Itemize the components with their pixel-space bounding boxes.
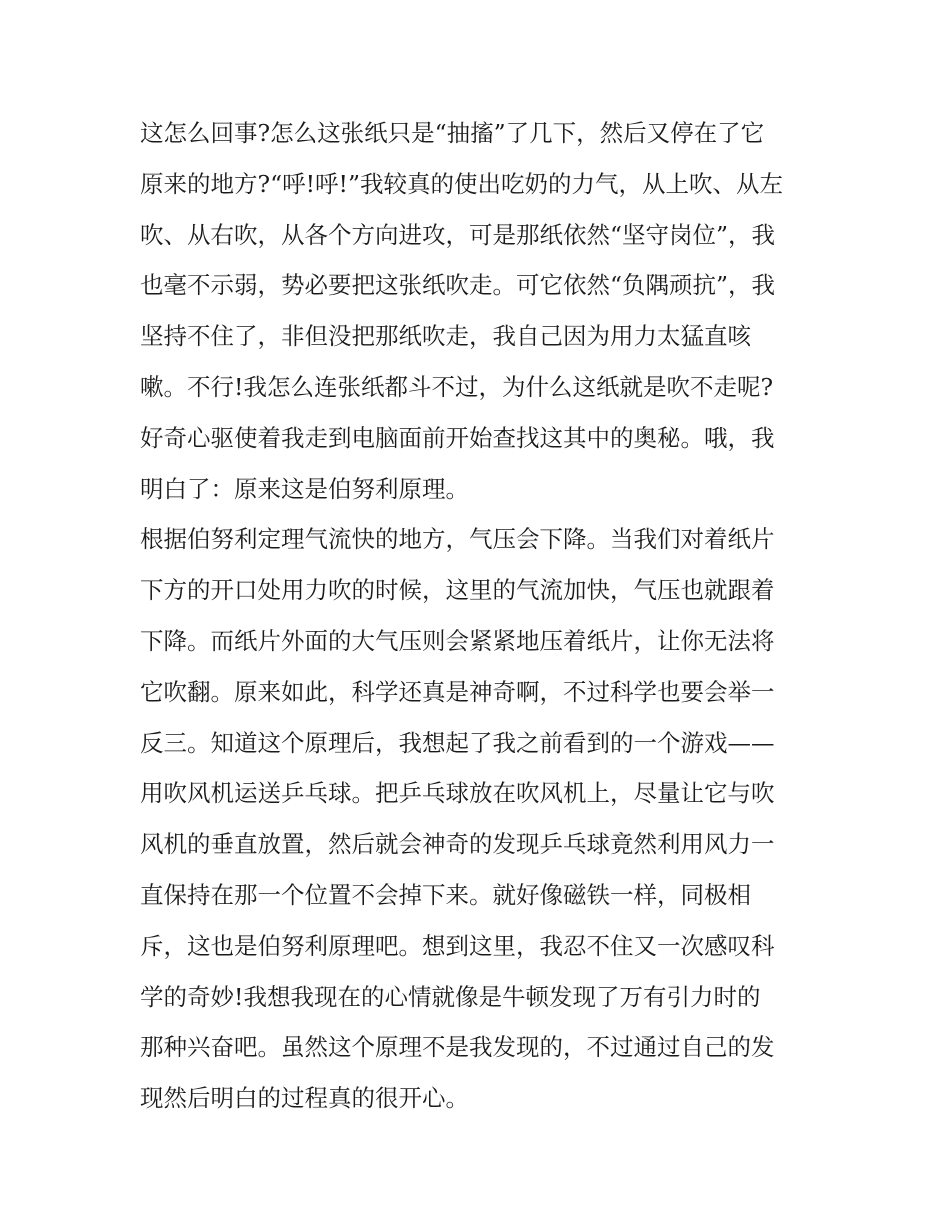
text-line: 原来的地方?“呼!呼!”我较真的使出吃奶的力气，从上吹、从左 xyxy=(140,169,784,198)
text-line: 风机的垂直放置，然后就会神奇的发现乒乓球竟然利用风力一 xyxy=(140,830,775,859)
text-line: 斥，这也是伯努利原理吧。想到这里，我忍不住又一次感叹科 xyxy=(140,931,775,960)
text-line: 嗽。不行!我怎么连张纸都斗不过，为什么这纸就是吹不走呢? xyxy=(140,372,774,401)
text-line: 学的奇妙!我想我现在的心情就像是牛顿发现了万有引力时的 xyxy=(140,982,761,1011)
text-line: 那种兴奋吧。虽然这个原理不是我发现的，不过通过自己的发 xyxy=(140,1033,775,1062)
text-line: 这怎么回事?怎么这张纸只是“抽搐”了几下，然后又停在了它 xyxy=(140,119,765,147)
text-line: 吹、从右吹，从各个方向进攻，可是那纸依然“坚守岗位”，我 xyxy=(140,220,776,249)
text-line: 下方的开口处用力吹的时候，这里的气流加快，气压也就跟着 xyxy=(140,576,775,605)
text-line: 下降。而纸片外面的大气压则会紧紧地压着纸片，让你无法将 xyxy=(140,626,775,655)
paragraph-1 xyxy=(140,108,815,514)
text-line: 现然后明白的过程真的很开心。 xyxy=(140,1084,469,1113)
document-body xyxy=(140,108,815,1124)
text-line: 反三。知道这个原理后，我想起了我之前看到的一个游戏—— xyxy=(140,728,775,757)
text-line: 好奇心驱使着我走到电脑面前开始查找这其中的奥秘。哦，我 xyxy=(140,423,775,452)
text-line: 明白了：原来这是伯努利原理。 xyxy=(140,474,469,503)
text-line: 它吹翻。原来如此，科学还真是神奇啊，不过科学也要会举一 xyxy=(140,677,775,706)
text-line: 也毫不示弱，势必要把这张纸吹走。可它依然“负隅顽抗”，我 xyxy=(140,271,776,300)
text-line: 直保持在那一个位置不会掉下来。就好像磁铁一样，同极相 xyxy=(140,880,751,909)
text-line: 根据伯努利定理气流快的地方，气压会下降。当我们对着纸片 xyxy=(140,525,775,554)
text-line: 坚持不住了，非但没把那纸吹走，我自己因为用力太猛直咳 xyxy=(140,322,751,351)
text-line: 用吹风机运送乒乓球。把乒乓球放在吹风机上，尽量让它与吹 xyxy=(140,779,775,808)
paragraph-2 xyxy=(140,514,815,1124)
